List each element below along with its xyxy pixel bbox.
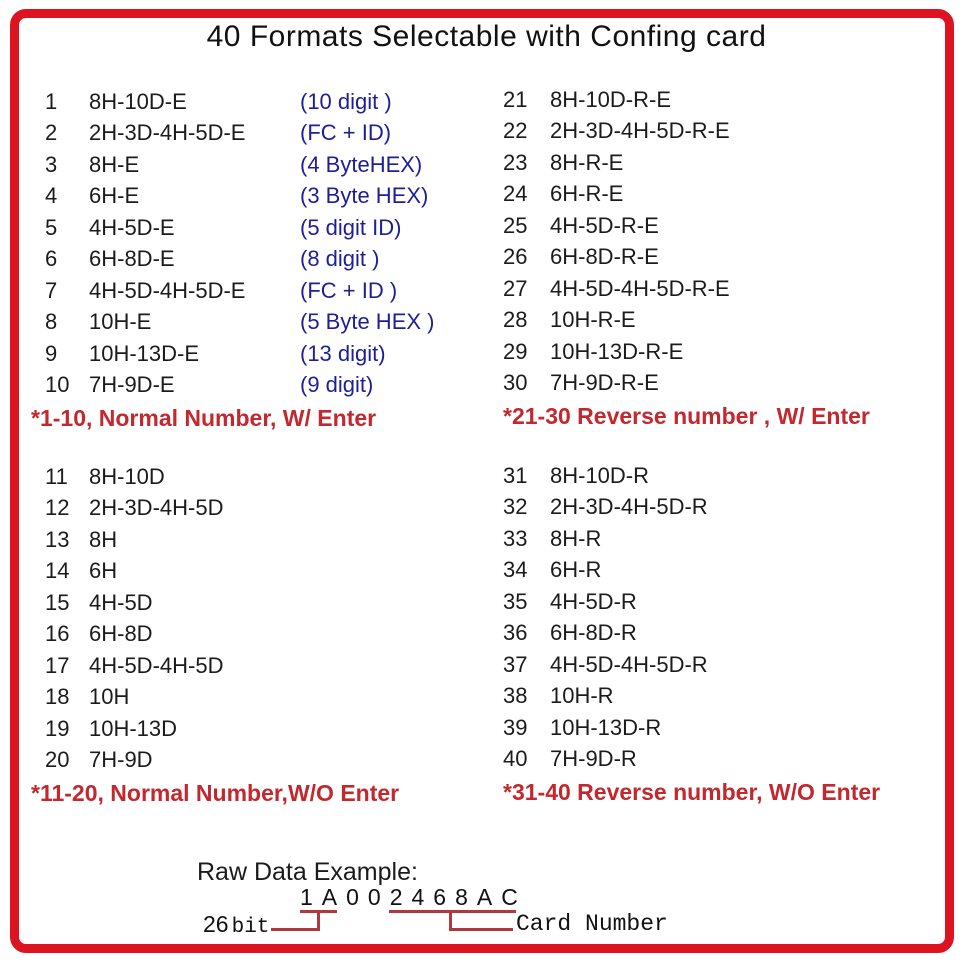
format-number: 34 [503, 557, 528, 583]
bits-bracket-connector [271, 928, 320, 931]
format-row [45, 275, 434, 307]
format-number: 30 [503, 370, 528, 396]
format-number: 36 [503, 620, 528, 646]
format-number: 1 [45, 88, 58, 114]
format-row [503, 712, 880, 744]
format-list [503, 460, 880, 775]
format-number: 38 [503, 683, 528, 709]
format-code: 10H-13D-R-E [550, 338, 684, 364]
format-number: 4 [45, 183, 58, 209]
format-number: 20 [45, 747, 70, 773]
format-code: 8H-R [550, 525, 602, 551]
format-row [503, 179, 870, 211]
format-annotation: (13 digit) [300, 340, 386, 366]
format-annotation: (8 digit ) [300, 246, 380, 272]
format-row [45, 745, 399, 777]
format-annotation: (9 digit) [300, 372, 374, 398]
format-row [45, 118, 434, 150]
format-code: 4H-5D [89, 589, 153, 615]
bit-count-label [203, 911, 269, 939]
format-number: 33 [503, 525, 528, 551]
format-code: 10H-R-E [550, 307, 636, 333]
format-row [503, 681, 880, 713]
format-group-31-40 [503, 460, 880, 806]
format-number: 17 [45, 652, 70, 678]
format-code: 10H-E [89, 309, 152, 335]
format-annotation: (5 Byte HEX ) [300, 309, 435, 335]
page-title: 40 Formats Selectable with Confing card [206, 20, 767, 53]
format-code: 7H-9D-E [89, 372, 175, 398]
format-row [503, 744, 880, 776]
format-code: 2H-3D-4H-5D-E [89, 120, 246, 146]
format-code: 4H-5D-4H-5D-E [89, 277, 246, 303]
format-row [45, 524, 399, 556]
format-number: 40 [503, 746, 528, 772]
format-list [45, 86, 434, 401]
format-code: 4H-5D-4H-5D-R [550, 651, 708, 677]
format-number: 39 [503, 714, 528, 740]
format-row [45, 461, 399, 493]
format-row [45, 556, 399, 588]
raw-data-example-heading: Raw Data Example: [197, 858, 418, 886]
format-row [503, 242, 870, 274]
format-code: 6H-R [550, 557, 602, 583]
format-number: 13 [45, 526, 70, 552]
format-code: 8H-10D [89, 463, 165, 489]
format-number: 19 [45, 715, 70, 741]
format-row [503, 368, 870, 400]
format-number: 29 [503, 338, 528, 364]
format-number: 9 [45, 340, 58, 366]
format-list [45, 461, 399, 776]
format-number: 22 [503, 118, 528, 144]
format-number: 15 [45, 589, 70, 615]
format-row [45, 181, 434, 213]
format-number: 7 [45, 277, 58, 303]
card-bracket-connector [449, 928, 513, 931]
format-number: 31 [503, 462, 528, 488]
format-row [45, 212, 434, 244]
footnote-31-40: *31-40 Reverse number, W/O Enter [503, 779, 881, 805]
format-code: 6H-8D-E [89, 246, 175, 272]
format-code: 10H-13D-E [89, 340, 200, 366]
format-number: 18 [45, 684, 70, 710]
format-row [503, 305, 870, 337]
format-row [45, 493, 399, 525]
raw-data-value: 1A002468AC [300, 884, 527, 910]
format-row [45, 682, 399, 714]
format-code: 6H [89, 558, 118, 584]
format-row [45, 307, 434, 339]
bit-count-value: 26 [203, 911, 229, 937]
format-code: 10H [89, 684, 130, 710]
format-number: 11 [45, 463, 68, 489]
format-row [503, 649, 880, 681]
format-number: 23 [503, 149, 528, 175]
format-code: 8H [89, 526, 118, 552]
format-code: 4H-5D-E [89, 214, 175, 240]
format-code: 8H-10D-R-E [550, 86, 672, 112]
format-row [503, 84, 870, 116]
format-row [45, 86, 434, 118]
format-number: 8 [45, 309, 58, 335]
format-number: 37 [503, 651, 528, 677]
format-number: 3 [45, 151, 58, 177]
format-row [503, 618, 880, 650]
bit-unit-text: bit [231, 916, 270, 939]
format-number: 16 [45, 621, 70, 647]
format-annotation: (10 digit ) [300, 88, 392, 114]
format-code: 10H-R [550, 683, 614, 709]
footnote-1-10: *1-10, Normal Number, W/ Enter [31, 405, 377, 431]
format-annotation: (FC + ID) [300, 120, 392, 146]
format-annotation: (4 ByteHEX) [300, 151, 423, 177]
footnote-21-30: *21-30 Reverse number , W/ Enter [503, 403, 870, 429]
format-number: 25 [503, 212, 528, 238]
format-annotation: (5 digit ID) [300, 214, 402, 240]
format-row [45, 713, 399, 745]
format-number: 2 [45, 120, 58, 146]
format-code: 8H-10D-R [550, 462, 650, 488]
format-number: 21 [503, 86, 528, 112]
format-code: 4H-5D-R-E [550, 212, 659, 238]
format-code: 8H-E [89, 151, 140, 177]
format-row [45, 619, 399, 651]
format-number: 26 [503, 244, 528, 270]
format-code: 4H-5D-4H-5D-R-E [550, 275, 730, 301]
format-code: 6H-R-E [550, 181, 624, 207]
format-group-11-20 [31, 461, 400, 807]
format-number: 27 [503, 275, 528, 301]
format-code: 4H-5D-4H-5D [89, 652, 224, 678]
format-list [503, 84, 870, 399]
format-number: 10 [45, 372, 70, 398]
format-number: 32 [503, 494, 528, 520]
card-number-underline [389, 910, 516, 913]
format-number: 28 [503, 307, 528, 333]
format-group-1-10 [31, 86, 435, 432]
format-code: 2H-3D-4H-5D-R [550, 494, 708, 520]
format-row [45, 370, 434, 402]
format-code: 7H-9D [89, 747, 153, 773]
format-row [503, 210, 870, 242]
format-number: 6 [45, 246, 58, 272]
format-row [503, 147, 870, 179]
format-code: 7H-9D-R-E [550, 370, 659, 396]
card-number-label: Card Number [516, 911, 668, 937]
format-code: 6H-E [89, 183, 140, 209]
format-row [503, 555, 880, 587]
format-code: 4H-5D-R [550, 588, 637, 614]
format-annotation: (3 Byte HEX) [300, 183, 429, 209]
format-annotation: (FC + ID ) [300, 277, 398, 303]
format-row [503, 336, 870, 368]
format-row [503, 586, 880, 618]
format-number: 24 [503, 181, 528, 207]
format-row [45, 650, 399, 682]
format-code: 10H-13D-R [550, 714, 662, 740]
format-row [503, 460, 880, 492]
format-row [45, 338, 434, 370]
format-code: 6H-8D-R-E [550, 244, 659, 270]
format-row [45, 244, 434, 276]
format-group-21-30 [503, 84, 870, 430]
format-number: 12 [45, 495, 70, 521]
footnote-11-20: *11-20, Normal Number,W/O Enter [31, 780, 400, 806]
format-code: 10H-13D [89, 715, 178, 741]
format-row [503, 523, 880, 555]
format-row [45, 149, 434, 181]
format-code: 6H-8D-R [550, 620, 637, 646]
format-code: 7H-9D-R [550, 746, 637, 772]
format-number: 5 [45, 214, 58, 240]
format-code: 2H-3D-4H-5D-R-E [550, 118, 730, 144]
format-row [503, 492, 880, 524]
format-row [503, 273, 870, 305]
format-code: 8H-R-E [550, 149, 624, 175]
format-row [503, 116, 870, 148]
format-number: 14 [45, 558, 70, 584]
format-row [45, 587, 399, 619]
format-code: 2H-3D-4H-5D [89, 495, 224, 521]
format-code: 6H-8D [89, 621, 153, 647]
format-number: 35 [503, 588, 528, 614]
format-code: 8H-10D-E [89, 88, 187, 114]
